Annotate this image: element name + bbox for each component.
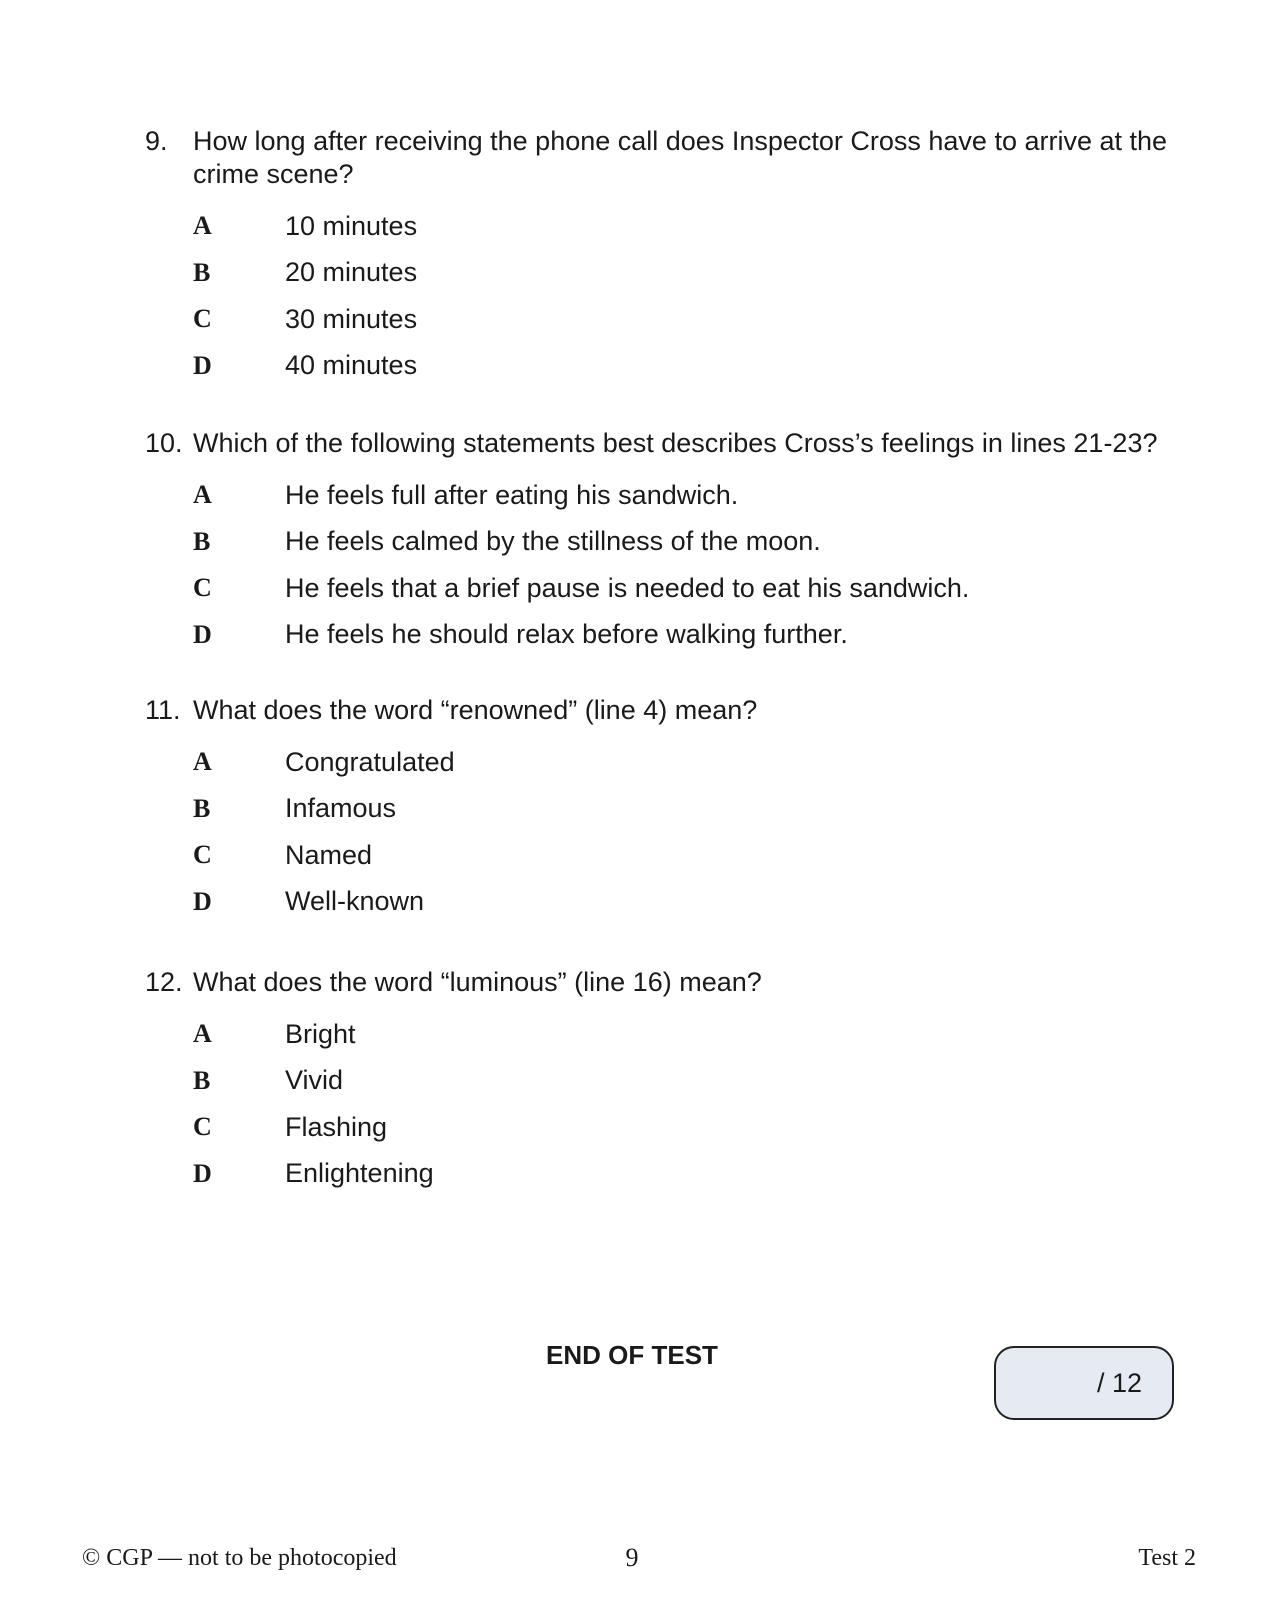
option-text: Vivid [285,1065,344,1096]
question-number: 9. [145,126,168,156]
option-letter: B [193,257,211,287]
option-letter: D [193,1158,212,1188]
question-9 [145,125,1185,389]
option-c[interactable] [145,565,1185,612]
footer-page-number: 9 [625,1543,639,1572]
question-stem [145,694,1185,727]
option-a[interactable] [145,1011,1185,1058]
option-letter: A [193,211,212,241]
question-stem [145,427,1185,460]
option-b[interactable] [145,519,1185,566]
question-text: What does the word “luminous” (line 16) mean? [193,967,762,997]
question-number: 10. [145,428,183,458]
options-list [145,472,1185,658]
question-text: What does the word “renowned” (line 4) mean? [193,695,758,725]
options-list [145,203,1185,389]
option-letter: A [193,1019,212,1049]
option-text: Flashing [285,1111,388,1142]
option-letter: B [193,526,211,556]
option-b[interactable] [145,250,1185,297]
option-letter: D [193,886,212,916]
footer-copyright: © CGP — not to be photocopied [82,1545,397,1571]
question-11 [145,694,1185,925]
option-letter: B [193,1065,211,1095]
option-text: He feels full after eating his sandwich. [285,479,739,510]
score-total: / 12 [1096,1368,1142,1398]
question-12 [145,966,1185,1197]
question-stem [145,966,1185,999]
option-a[interactable] [145,739,1185,786]
option-letter: D [193,619,212,649]
option-text: Well-known [285,886,425,917]
option-text: He feels that a brief pause is needed to eat his sandwich. [285,572,970,603]
option-b[interactable] [145,786,1185,833]
option-letter: C [193,573,212,603]
option-letter: A [193,747,212,777]
option-text: He feels calmed by the stillness of the moon. [285,526,821,557]
option-text: 20 minutes [285,257,418,288]
question-text: How long after receiving the phone call does Inspector Cross have to arrive at the crime scene? [193,126,1168,189]
option-letter: C [193,304,212,334]
option-c[interactable] [145,832,1185,879]
score-box [994,1346,1174,1420]
option-d[interactable] [145,612,1185,659]
option-text: 10 minutes [285,210,418,241]
option-d[interactable] [145,343,1185,390]
question-number: 11. [145,695,181,725]
option-d[interactable] [145,879,1185,926]
option-text: 40 minutes [285,350,418,381]
question-10 [145,427,1185,658]
option-letter: B [193,793,211,823]
option-letter: C [193,1112,212,1142]
option-text: Enlightening [285,1158,434,1189]
option-b[interactable] [145,1058,1185,1105]
option-text: He feels he should relax before walking further. [285,619,848,650]
question-stem [145,125,1185,191]
option-text: Bright [285,1018,356,1049]
option-text: Infamous [285,793,397,824]
option-a[interactable] [145,203,1185,250]
option-text: Named [285,839,373,870]
option-c[interactable] [145,1104,1185,1151]
option-letter: A [193,480,212,510]
option-text: Congratulated [285,746,455,777]
options-list [145,739,1185,925]
question-number: 12. [145,967,183,997]
end-of-test-heading: END OF TEST [546,1340,718,1370]
footer-test-label: Test 2 [1138,1545,1196,1571]
option-letter: C [193,840,212,870]
option-text: 30 minutes [285,303,418,334]
option-d[interactable] [145,1151,1185,1198]
option-letter: D [193,350,212,380]
options-list [145,1011,1185,1197]
question-text: Which of the following statements best describes Cross’s feelings in lines 21-23? [193,428,1158,458]
option-c[interactable] [145,296,1185,343]
option-a[interactable] [145,472,1185,519]
